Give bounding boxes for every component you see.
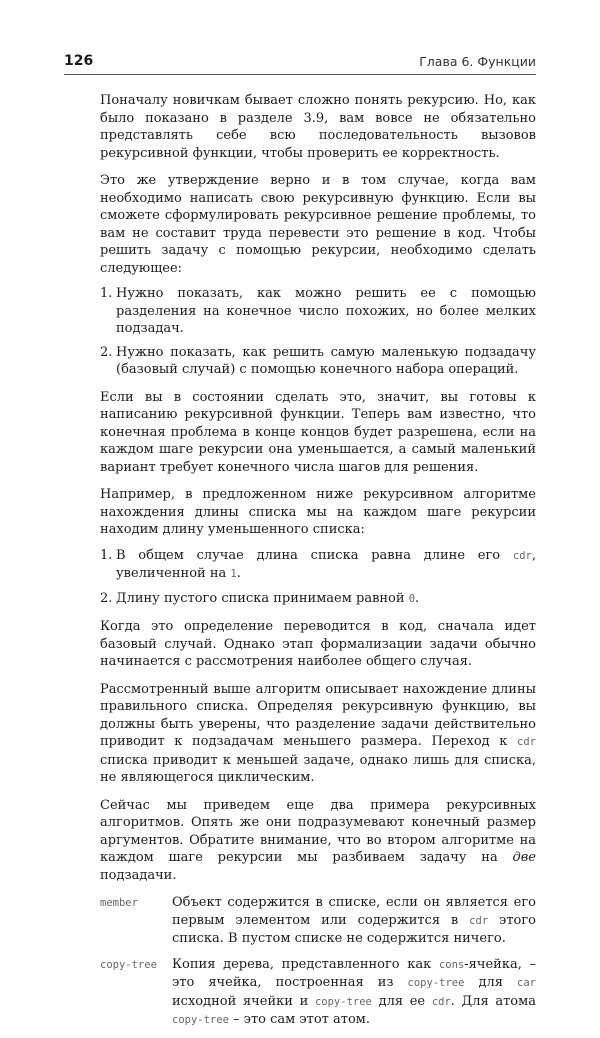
definition-text: Объект содержится в списке, если он является его первым элементом или содержится в cdr этого списка. В пустом списке не содержится ничего.: [172, 895, 536, 946]
list-number: 2.: [100, 344, 113, 360]
code-cdr: cdr: [512, 549, 532, 562]
definition-list: [100, 894, 536, 1030]
list-number: 2.: [100, 590, 113, 606]
code-zero: 0: [408, 592, 416, 605]
code-cdr: cdr: [517, 736, 536, 748]
paragraph-writing-recursion: Это же утверждение верно и в том случае, когда вам необходимо написать свою рекурсивную функцию. Если вы сможете сформулировать рекурсивное решение проблемы, то вам не составит труда перевести это решение в код. Чтобы решить задачу с помощью рекурсии, необходимо сделать следующее:: [100, 173, 536, 276]
paragraph-intro: Поначалу новичкам бывает сложно понять рекурсию. Но, как было показано в разделе 3.9, вам вовсе не обязательно представлять себе всю последовательность вызовов рекурсивной функции, чтобы проверить ее корректность.: [100, 93, 536, 161]
definition-copy-tree: [100, 956, 536, 1030]
list-number: 1.: [100, 286, 113, 301]
list-item: [100, 547, 536, 584]
list-number: 1.: [100, 547, 113, 563]
recursion-steps-list: [100, 285, 536, 379]
code-one: 1: [230, 568, 237, 580]
paragraph-length-example: Например, в предложенном ниже рекурсивном алгоритме нахождения длины списка мы на каждом шаге рекурсии находим длину уменьшенного списка:: [100, 487, 536, 537]
header-divider: [64, 74, 536, 75]
length-steps-list: [100, 547, 536, 609]
list-text: В общем случае длина списка равна длине его cdr, увеличенной на 1.: [116, 547, 536, 581]
paragraph-base-case: Когда это определение переводится в код, сначала идет базовый случай. Однако этап формализации задачи обычно начинается с рассмотрения наиболее общего случая.: [100, 619, 536, 669]
list-text: Длину пустого списка принимаем равной 0.: [116, 590, 420, 606]
list-item: [100, 590, 536, 609]
paragraph-two-examples: Сейчас мы приведем еще два примера рекурсивных алгоритмов. Опять же они подразумевают конечный размер аргументов. Обратите внимание, что во втором алгоритме на каждом шаге рекурсии мы разбиваем задачу на две подзадачи.: [100, 797, 536, 883]
list-item: [100, 285, 536, 338]
paragraph-ready: Если вы в состоянии сделать это, значит, вы готовы к написанию рекурсивной функции. Теперь вам известно, что конечная проблема в конце концов будет разрешена, если на каждом шаге рекурсии она уменьшается, а самый маленький вариант требует конечного числа шагов для решения.: [100, 389, 536, 475]
list-text: Нужно показать, как решить самую маленькую подзадачу (базовый случай) с помощью конечного набора операций.: [116, 344, 536, 377]
list-text: Нужно показать, как можно решить ее с помощью разделения на конечное число похожих, но более мелких подзадач.: [116, 286, 536, 336]
term-copy-tree: copy-tree: [100, 958, 157, 971]
running-header: [64, 53, 536, 75]
list-item: [100, 344, 536, 379]
chapter-title: Глава 6. Функции: [419, 54, 536, 69]
page-number: 126: [64, 53, 94, 69]
term-member: member: [100, 897, 138, 909]
definition-member: [100, 894, 536, 948]
paragraph-proper-list: Рассмотренный выше алгоритм описывает нахождение длины правильного списка. Определяя рекурсивную функцию, вы должны быть уверены, что разделение задачи действительно приводит к подзадачам меньшего размера. Переход к cdr списка приводит к меньшей задаче, однако лишь для списка, не являющегося циклическим.: [100, 681, 536, 785]
definition-text: Копия дерева, представленного как cons-ячейка, – это ячейка, построенная из copy-tree для car исходной ячейки и copy-tree для ее cdr. Для атома copy-tree – это сам этот атом.: [172, 956, 537, 1027]
emphasis-two: две: [512, 850, 536, 865]
page-body: [100, 92, 536, 1038]
